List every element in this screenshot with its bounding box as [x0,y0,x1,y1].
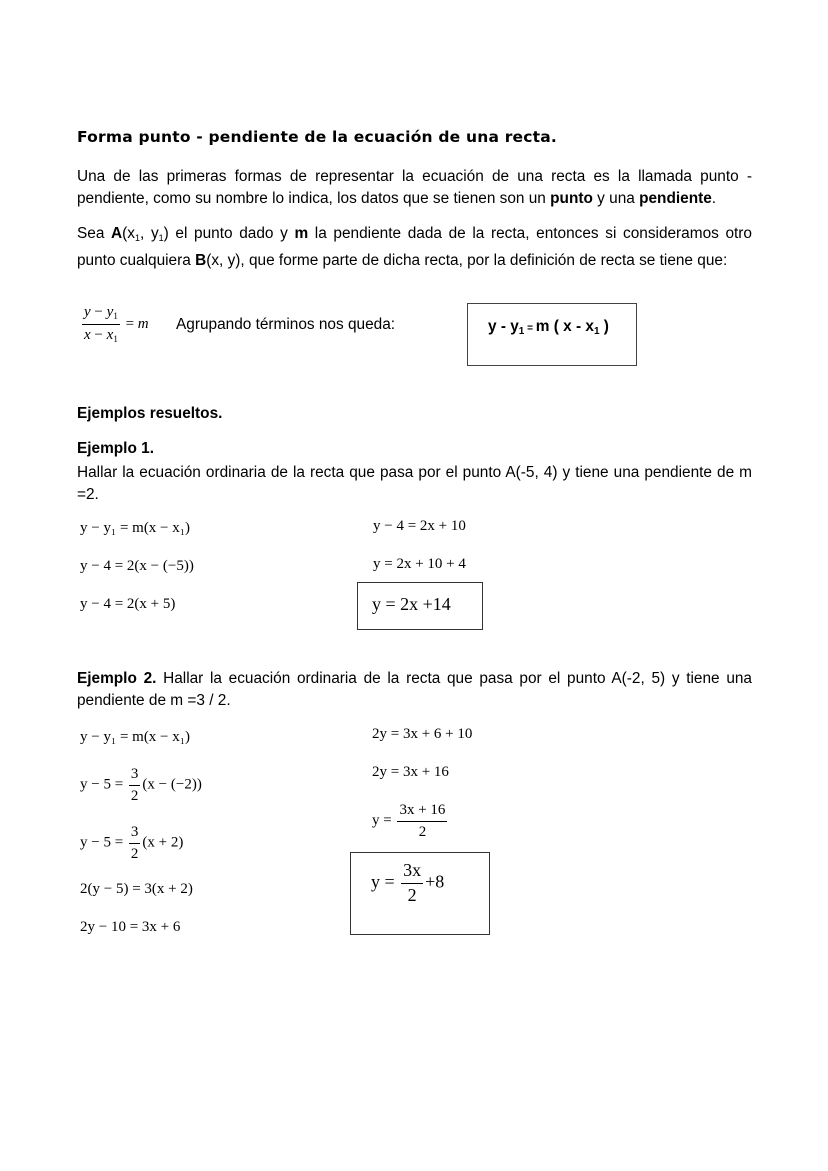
def-text: (x, y), que forme parte de dicha recta, por la definición de recta se tiene que: [206,251,728,269]
point-a-label: A [111,225,123,242]
agrupando-text: Agrupando términos nos queda: [176,316,396,333]
answer-fraction: $\frac{3x}{2}$ [403,860,422,905]
example-1-statement: Hallar la ecuación ordinaria de la recta que pasa por el punto A(-5, 4) y tiene una pendiente de m =2. [77,464,752,503]
ex1-step-3: y − 4 = 2(x + 5) [80,596,176,612]
def-text: (x [122,225,135,242]
point-b-label: B [195,251,207,269]
slope-label: m [294,225,309,242]
intro-bold-punto: punto [550,189,593,207]
ex2-step-6: 2y = 3x + 6 + 10 [372,726,473,742]
three-halves-fraction: $\frac{3}{2}$ [130,766,139,804]
page-title: Forma punto - pendiente de la ecuación de una recta. [77,128,558,146]
fraction-numerator: $y - y_1$ [82,304,120,325]
ex1-step-4: y − 4 = 2x + 10 [373,518,466,534]
point-slope-formula: $y - y_1 = m$ ( x - $x_1$ ) [488,318,609,337]
ex2-step-1: y − y₁ = m(x − x₁) [80,729,190,745]
intro-bold-pendiente: pendiente [639,189,712,207]
def-text: Sea [77,225,112,242]
def-text: la pendiente dada de la recta, entonces si consideramos otro punto cualquiera [77,225,752,269]
example-2-statement [77,668,752,711]
ex1-step-5: y = 2x + 10 + 4 [373,556,466,572]
subscript: 1 [135,233,141,243]
subscript: 1 [158,233,164,243]
examples-heading: Ejemplos resueltos. [77,405,223,422]
ex1-step-2: y − 4 = 2(x − (−5)) [80,558,194,574]
three-halves-fraction: $\frac{3}{2}$ [130,824,139,862]
intro-paragraph [77,166,752,209]
example-2-heading: Ejemplo 2. [77,670,157,687]
ex2-step-7: 2y = 3x + 16 [372,764,449,780]
ex2-step-4: 2(y − 5) = 3(x + 2) [80,881,193,897]
ex1-answer: y = 2x +14 [372,594,451,614]
ex2-step-5: 2y − 10 = 3x + 6 [80,919,181,935]
definition-paragraph [77,223,752,271]
fraction: $\frac{3x + 16}{2}$ [399,802,446,840]
example-2-text: Hallar la ecuación ordinaria de la recta que pasa por el punto A(-2, 5) y tiene una pendiente de m =3 / 2. [77,670,752,709]
ex2-answer-box [350,852,490,935]
slope-fraction [82,304,120,345]
ex2-step-2: y − 5 = $\frac{3}{2}$ (x − (−2)) [80,766,202,804]
def-text: , y [140,225,159,242]
ex2-step-3: y − 5 = $\frac{3}{2}$ (x + 2) [80,824,184,862]
ex1-step-1: y − y₁ = m(x − x₁) [80,520,190,536]
ex1-answer-box [357,582,483,630]
intro-text: Una de las primeras formas de representar la ecuación de una recta es la llamada punto - pendiente, como su nombre lo indica, los datos que se tienen son un [77,168,752,207]
intro-text: y una [592,189,640,207]
example-1-heading: Ejemplo 1. [77,440,154,457]
equals-sign: = [121,315,138,332]
point-slope-formula-box [467,303,637,366]
def-text: ) el punto dado y [163,225,295,242]
ex2-step-8: y = $\frac{3x + 16}{2}$ [372,802,446,840]
fraction-denominator: $x - x_1$ [84,326,118,344]
slope-symbol: m [137,315,149,332]
ex2-answer: y = $\frac{3x}{2}$ +8 [371,860,445,905]
slope-formula [80,304,149,345]
intro-text: . [711,189,717,207]
